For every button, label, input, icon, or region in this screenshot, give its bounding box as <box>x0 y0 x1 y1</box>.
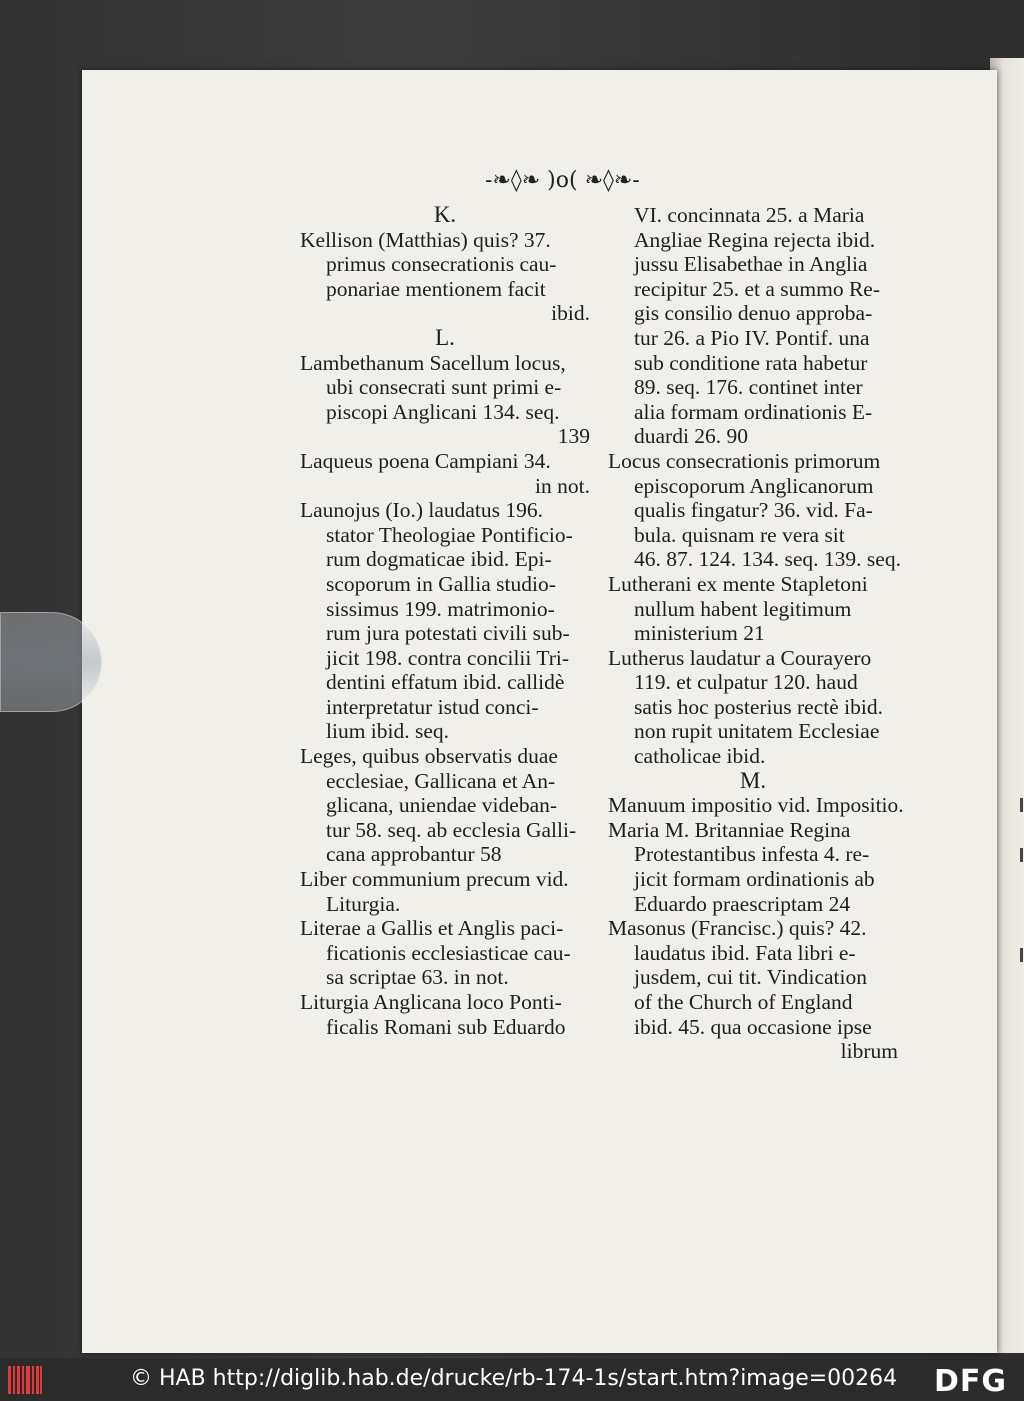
index-letter-heading: K. <box>433 202 457 227</box>
index-line: duardi 26. 90 <box>634 424 749 449</box>
index-line: stator Theologiae Pontificio- <box>326 522 573 547</box>
index-line: alia formam ordinationis E- <box>634 399 873 424</box>
index-line: glicana, uniendae videban- <box>326 793 558 818</box>
index-line: dentini effatum ibid. callidè <box>326 670 565 695</box>
index-line: VI. concinnata 25. a Maria <box>634 203 865 227</box>
index-line: laudatus ibid. Fata libri e- <box>634 940 856 965</box>
index-letter-heading: L. <box>435 324 455 350</box>
index-line: ficationis ecclesiasticae cau- <box>326 940 571 965</box>
viewer-footer <box>0 1358 1024 1401</box>
index-line: Launojus (Io.) laudatus 196. <box>300 498 544 523</box>
index-line: jicit 198. contra concilii Tri- <box>326 645 570 670</box>
index-line: episcoporum Anglicanorum <box>634 473 874 498</box>
index-line: sub conditione rata habetur <box>634 350 868 375</box>
index-right-column <box>608 203 904 1064</box>
index-line: catholicae ibid. <box>634 744 766 769</box>
index-line: tur 58. seq. ab ecclesia Galli- <box>326 817 577 842</box>
index-line: gis consilio denuo approba- <box>634 301 873 326</box>
index-line: lium ibid. seq. <box>326 719 450 744</box>
index-line: Maria M. Britanniae Regina <box>608 817 851 842</box>
source-url[interactable]: © HAB http://diglib.hab.de/drucke/rb-174-1s/start.htm?image=00264 <box>130 1366 898 1391</box>
index-line: non rupit unitatem Ecclesiae <box>634 719 880 744</box>
index-line: scoporum in Gallia studio- <box>326 571 556 596</box>
index-line: recipitur 25. et a summo Re- <box>634 276 880 301</box>
index-line: Lutherus laudatur a Courayero <box>608 645 872 670</box>
index-line: in not. <box>535 473 590 498</box>
index-line: Leges, quibus observatis duae <box>300 744 558 769</box>
index-line: Lutherani ex mente Stapletoni <box>608 571 868 596</box>
index-line: Kellison (Matthias) quis? 37. <box>300 227 551 252</box>
index-line: interpretatur istud conci- <box>326 694 539 719</box>
index-line: sa scriptae 63. in not. <box>326 965 509 990</box>
index-line: ibid. <box>551 301 590 326</box>
index-line: 46. 87. 124. 134. seq. 139. seq. <box>634 547 901 572</box>
index-line: Eduardo praescriptam 24 <box>634 891 851 916</box>
index-line: sissimus 199. matrimonio- <box>326 596 555 621</box>
index-line: Liturgia Anglicana loco Ponti- <box>300 990 562 1014</box>
index-line: Literae a Gallis et Anglis paci- <box>300 916 564 941</box>
index-line: rum jura potestati civili sub- <box>326 621 570 646</box>
dfg-logo: DFG <box>934 1364 1008 1399</box>
index-line: Locus consecrationis primorum <box>608 448 881 473</box>
index-line: 89. seq. 176. continet inter <box>634 375 863 400</box>
index-line: Masonus (Francisc.) quis? 42. <box>608 916 867 941</box>
index-line: 119. et culpatur 120. haud <box>634 670 858 695</box>
index-line: jusdem, cui tit. Vindication <box>634 965 867 990</box>
index-line: rum dogmaticae ibid. Epi- <box>326 547 552 572</box>
index-line: jussu Elisabethae in Anglia <box>634 252 868 277</box>
index-line: nullum habent legitimum <box>634 596 852 621</box>
index-line: cana approbantur 58 <box>326 842 502 867</box>
index-line: tur 26. a Pio IV. Pontif. una <box>634 325 870 350</box>
index-line: qualis fingatur? 36. vid. Fa- <box>634 498 873 523</box>
index-line: ponariae mentionem facit <box>326 276 546 301</box>
index-line: Lambethanum Sacellum locus, <box>300 350 566 375</box>
index-line: ficalis Romani sub Eduardo <box>326 1014 566 1039</box>
index-line: librum <box>840 1039 898 1064</box>
barcode-icon <box>8 1366 42 1394</box>
index-line: ubi consecrati sunt primi e- <box>326 375 562 400</box>
page-clip <box>0 612 102 712</box>
index-line: 139 <box>557 424 590 449</box>
index-line: of the Church of England <box>634 990 853 1014</box>
index-line: ministerium 21 <box>634 621 765 646</box>
index-line: bula. quisnam re vera sit <box>634 522 845 547</box>
index-line: Liber communium precum vid. <box>300 867 569 892</box>
index-line: jicit formam ordinationis ab <box>634 867 875 892</box>
index-line: Laqueus poena Campiani 34. <box>300 448 551 473</box>
index-line: ibid. 45. qua occasione ipse <box>634 1014 872 1039</box>
index-line: primus consecrationis cau- <box>326 252 557 277</box>
index-line: Manuum impositio vid. Impositio. <box>608 793 904 818</box>
index-line: piscopi Anglicani 134. seq. <box>326 399 560 424</box>
index-letter-heading: M. <box>739 767 767 793</box>
index-line: Angliae Regina rejecta ibid. <box>634 227 876 252</box>
index-line: ecclesiae, Gallicana et An- <box>326 768 556 793</box>
header-ornament: -❧◊❧ )o( ❧◊❧- <box>485 168 640 193</box>
index-line: Liturgia. <box>326 891 401 916</box>
index-left-column <box>300 203 590 1039</box>
index-line: satis hoc posterius rectè ibid. <box>634 694 883 719</box>
index-line: Protestantibus infesta 4. re- <box>634 842 870 867</box>
